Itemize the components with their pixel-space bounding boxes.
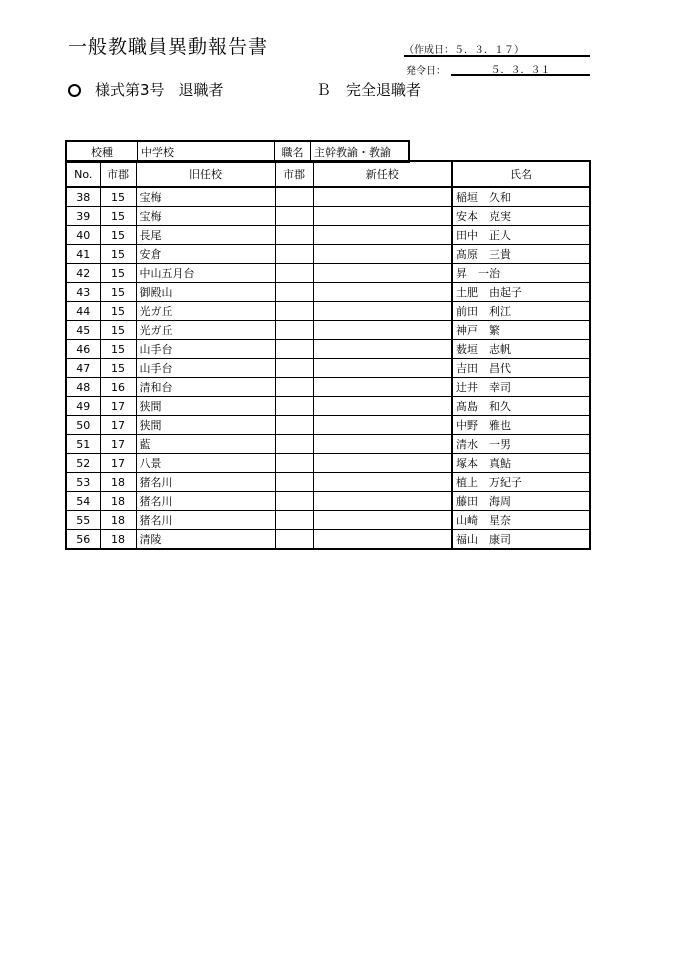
row-city-code: 15 xyxy=(100,226,136,245)
row-city-code: 15 xyxy=(100,359,136,378)
row-old-school: 安倉 xyxy=(136,245,275,264)
row-new-city-code xyxy=(275,264,313,283)
table-row xyxy=(66,245,590,264)
row-old-school: 猪名川 xyxy=(136,492,275,511)
row-number: 47 xyxy=(66,359,100,378)
row-city-code: 15 xyxy=(100,302,136,321)
table-row xyxy=(66,454,590,473)
table-row xyxy=(66,207,590,226)
row-name: 土肥 由起子 xyxy=(452,283,590,302)
row-name: 中野 雅也 xyxy=(452,416,590,435)
row-new-school xyxy=(313,187,452,207)
table-row xyxy=(66,530,590,550)
row-new-city-code xyxy=(275,283,313,302)
row-new-school xyxy=(313,264,452,283)
row-old-school: 狭間 xyxy=(136,397,275,416)
row-new-city-code xyxy=(275,321,313,340)
column-header-city: 市郡 xyxy=(100,161,136,187)
row-old-school: 山手台 xyxy=(136,359,275,378)
row-name: 清水 一男 xyxy=(452,435,590,454)
row-name: 田中 正人 xyxy=(452,226,590,245)
row-new-city-code xyxy=(275,435,313,454)
row-number: 48 xyxy=(66,378,100,397)
row-name: 辻井 幸司 xyxy=(452,378,590,397)
row-number: 51 xyxy=(66,435,100,454)
column-header-no: No. xyxy=(66,161,100,187)
row-number: 55 xyxy=(66,511,100,530)
row-new-school xyxy=(313,492,452,511)
creation-date-field xyxy=(404,41,590,57)
row-city-code: 18 xyxy=(100,473,136,492)
row-city-code: 15 xyxy=(100,207,136,226)
row-city-code: 18 xyxy=(100,492,136,511)
row-new-school xyxy=(313,435,452,454)
row-new-school xyxy=(313,530,452,550)
row-number: 41 xyxy=(66,245,100,264)
column-header-name: 氏名 xyxy=(452,161,590,187)
row-new-city-code xyxy=(275,397,313,416)
row-old-school: 宝梅 xyxy=(136,207,275,226)
table-row xyxy=(66,473,590,492)
issue-date-label: 発令日： xyxy=(406,66,446,77)
row-old-school: 中山五月台 xyxy=(136,264,275,283)
row-number: 40 xyxy=(66,226,100,245)
row-new-city-code xyxy=(275,245,313,264)
table-row xyxy=(66,416,590,435)
row-new-city-code xyxy=(275,340,313,359)
row-city-code: 18 xyxy=(100,511,136,530)
table-row xyxy=(66,264,590,283)
column-header-new-city: 市郡 xyxy=(275,161,313,187)
row-new-school xyxy=(313,340,452,359)
table-row xyxy=(66,359,590,378)
row-name: 吉田 昌代 xyxy=(452,359,590,378)
row-name: 稲垣 久和 xyxy=(452,187,590,207)
table-row xyxy=(66,283,590,302)
form-name: 退職者 xyxy=(178,81,224,99)
row-number: 46 xyxy=(66,340,100,359)
position-value: 主幹教諭・教諭 xyxy=(311,141,410,162)
school-type-label: 校種 xyxy=(66,141,138,162)
row-new-city-code xyxy=(275,226,313,245)
row-name: 山崎 星奈 xyxy=(452,511,590,530)
row-name: 前田 利江 xyxy=(452,302,590,321)
row-number: 53 xyxy=(66,473,100,492)
row-number: 54 xyxy=(66,492,100,511)
row-old-school: 光ガ丘 xyxy=(136,321,275,340)
form-number: 様式第3号 xyxy=(95,81,165,99)
row-city-code: 17 xyxy=(100,416,136,435)
row-name: 髙原 三貴 xyxy=(452,245,590,264)
table-row xyxy=(66,492,590,511)
row-name: 髙島 和久 xyxy=(452,397,590,416)
issue-date: ５．３．３１ xyxy=(451,61,590,76)
form-info-line xyxy=(68,79,422,100)
row-number: 42 xyxy=(66,264,100,283)
row-old-school: 猪名川 xyxy=(136,511,275,530)
row-new-school xyxy=(313,378,452,397)
row-new-school xyxy=(313,416,452,435)
row-name: 福山 康司 xyxy=(452,530,590,550)
school-type-value: 中学校 xyxy=(138,141,275,162)
table-row xyxy=(66,511,590,530)
column-header-old-school: 旧任校 xyxy=(136,161,275,187)
row-old-school: 御殿山 xyxy=(136,283,275,302)
row-city-code: 15 xyxy=(100,340,136,359)
row-old-school: 長尾 xyxy=(136,226,275,245)
row-city-code: 17 xyxy=(100,397,136,416)
row-new-school xyxy=(313,207,452,226)
row-old-school: 清和台 xyxy=(136,378,275,397)
row-new-city-code xyxy=(275,416,313,435)
row-new-school xyxy=(313,454,452,473)
row-old-school: 宝梅 xyxy=(136,187,275,207)
circle-icon xyxy=(68,84,81,97)
row-name: 安本 克実 xyxy=(452,207,590,226)
row-new-school xyxy=(313,321,452,340)
row-number: 38 xyxy=(66,187,100,207)
column-header-new-school: 新任校 xyxy=(313,161,452,187)
row-new-city-code xyxy=(275,492,313,511)
row-new-school xyxy=(313,473,452,492)
table-row xyxy=(66,302,590,321)
row-city-code: 15 xyxy=(100,321,136,340)
row-name: 昇 一治 xyxy=(452,264,590,283)
row-name: 植上 万紀子 xyxy=(452,473,590,492)
position-label: 職名 xyxy=(275,141,311,162)
row-new-city-code xyxy=(275,302,313,321)
row-new-city-code xyxy=(275,454,313,473)
table-row xyxy=(66,226,590,245)
table-row xyxy=(66,340,590,359)
row-old-school: 狭間 xyxy=(136,416,275,435)
row-new-school xyxy=(313,511,452,530)
row-number: 45 xyxy=(66,321,100,340)
row-city-code: 15 xyxy=(100,283,136,302)
row-number: 49 xyxy=(66,397,100,416)
row-city-code: 17 xyxy=(100,435,136,454)
row-city-code: 15 xyxy=(100,264,136,283)
row-number: 50 xyxy=(66,416,100,435)
row-new-city-code xyxy=(275,207,313,226)
transfer-table xyxy=(65,160,591,550)
row-new-city-code xyxy=(275,473,313,492)
row-number: 39 xyxy=(66,207,100,226)
document-title: 一般教職員異動報告書 xyxy=(68,36,269,58)
row-old-school: 光ガ丘 xyxy=(136,302,275,321)
row-new-city-code xyxy=(275,187,313,207)
row-new-city-code xyxy=(275,359,313,378)
row-new-city-code xyxy=(275,511,313,530)
row-number: 44 xyxy=(66,302,100,321)
creation-date: （作成日：５．３．１７） xyxy=(404,45,524,56)
row-number: 52 xyxy=(66,454,100,473)
row-name: 塚本 真鮎 xyxy=(452,454,590,473)
row-new-school xyxy=(313,283,452,302)
row-new-school xyxy=(313,226,452,245)
row-city-code: 17 xyxy=(100,454,136,473)
retirement-category: Ｂ 完全退職者 xyxy=(316,81,422,99)
row-city-code: 18 xyxy=(100,530,136,550)
row-name: 藤田 海周 xyxy=(452,492,590,511)
table-row xyxy=(66,321,590,340)
row-number: 43 xyxy=(66,283,100,302)
table-row xyxy=(66,187,590,207)
row-new-school xyxy=(313,397,452,416)
row-city-code: 16 xyxy=(100,378,136,397)
row-city-code: 15 xyxy=(100,187,136,207)
row-new-city-code xyxy=(275,378,313,397)
row-new-school xyxy=(313,302,452,321)
row-new-school xyxy=(313,359,452,378)
row-name: 薮垣 志帆 xyxy=(452,340,590,359)
row-name: 神戸 繁 xyxy=(452,321,590,340)
row-number: 56 xyxy=(66,530,100,550)
row-new-school xyxy=(313,245,452,264)
table-row xyxy=(66,397,590,416)
row-new-city-code xyxy=(275,530,313,550)
row-city-code: 15 xyxy=(100,245,136,264)
table-row xyxy=(66,435,590,454)
row-old-school: 藍 xyxy=(136,435,275,454)
row-old-school: 猪名川 xyxy=(136,473,275,492)
row-old-school: 山手台 xyxy=(136,340,275,359)
table-header-row xyxy=(66,161,590,187)
row-old-school: 八景 xyxy=(136,454,275,473)
row-old-school: 清陵 xyxy=(136,530,275,550)
table-row xyxy=(66,378,590,397)
